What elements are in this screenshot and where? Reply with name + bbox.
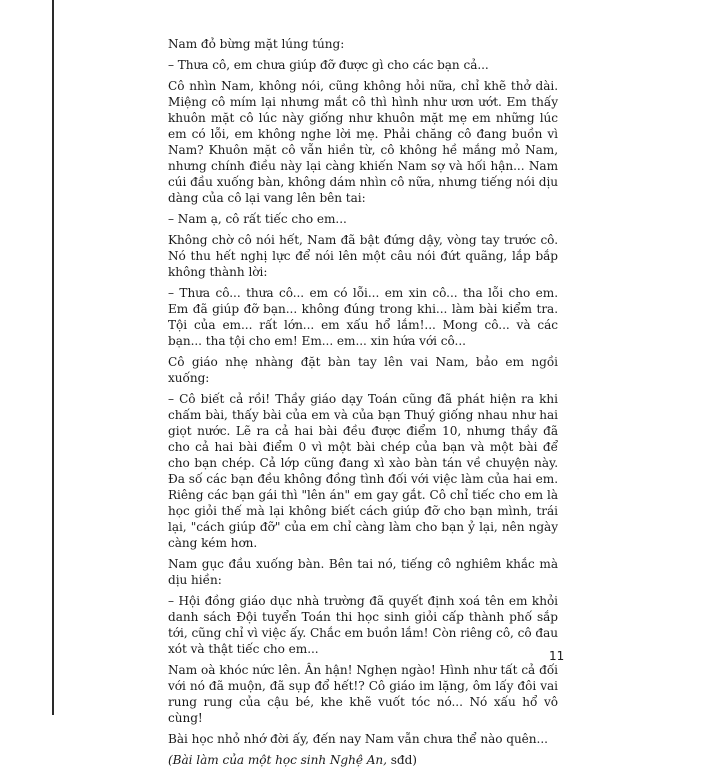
source-citation xyxy=(168,752,558,768)
paragraph: Bài học nhỏ nhớ đời ấy, đến nay Nam vẫn chưa thể nào quên... xyxy=(168,732,548,746)
paragraph: – Cô biết cả rồi! Thầy giáo dạy Toán cũng đã phát hiện ra khi chấm bài, thấy bài của em và của bạn Thuý giống nhau như hai giọt nước. Lẽ ra cả hai bài đều được điểm 10, nhưng thầy đã cho cả hai bài điểm 0 vì một bài chép của bạn và một bài để cho bạn chép. Cả lớp cũng đang xì xào bàn tán về chuyện này. Đa số các bạn đều không đồng tình đối với việc làm của hai em. Riêng các bạn gái thì "lên án" em gay gắt. Cô chỉ tiếc cho em là học giỏi thế mà lại không biết cách giúp đỡ cho bạn mình, trái lại, "cách giúp đỡ" của em chỉ càng làm cho bạn ỷ lại, nên ngày càng kém hơn. xyxy=(168,392,558,550)
book-spine xyxy=(52,0,54,715)
paragraph: – Thưa cô... thưa cô... em có lỗi... em xin cô... tha lỗi cho em. Em đã giúp đỡ bạn... không đúng trong khi... làm bài kiểm tra. Tội của em... rất lớn... em xấu hổ lắm!... Mong cô... và các bạn... tha tội cho em! Em... em... xin hứa với cô... xyxy=(168,286,558,348)
paragraph: – Thưa cô, em chưa giúp đỡ được gì cho các bạn cả... xyxy=(168,58,489,72)
paragraph: Cô giáo nhẹ nhàng đặt bàn tay lên vai Nam, bảo em ngồi xuống: xyxy=(168,355,558,385)
paragraph: Không chờ cô nói hết, Nam đã bật đứng dậy, vòng tay trước cô. Nó thu hết nghị lực để nói lên một câu nói đứt quãng, lắp bắp không thành lời: xyxy=(168,233,558,279)
paragraph: Cô nhìn Nam, không nói, cũng không hỏi nữa, chỉ khẽ thở dài. Miệng cô mím lại nhưng mắt cô thì hình như ươn ướt. Em thấy khuôn mặt cô lúc này giống như khuôn mặt mẹ em những lúc em có lỗi, em không nghe lời mẹ. Phải chăng cô đang buồn vì Nam? Khuôn mặt cô vẫn hiền từ, cô không hề mắng mỏ Nam, nhưng chính điều này lại càng khiến Nam sợ và hối hận... Nam cúi đầu xuống bàn, không dám nhìn cô nữa, nhưng tiếng nói dịu dàng của cô lại vang lên bên tai: xyxy=(168,79,558,205)
paragraph: – Hội đồng giáo dục nhà trường đã quyết định xoá tên em khỏi danh sách Đội tuyển Toán thi học sinh giỏi cấp thành phố sắp tới, cũng chỉ vì việc ấy. Chắc em buồn lắm! Còn riêng cô, cô đau xót và thật tiếc cho em... xyxy=(168,594,558,656)
paragraph: Nam đỏ bừng mặt lúng túng: xyxy=(168,37,345,51)
source-citation-tail: sđd) xyxy=(386,753,417,767)
paragraph: Nam oà khóc nức lên. Ân hận! Nghẹn ngào! Hình như tất cả đối với nó đã muộn, đã sụp đổ hết!? Cô giáo im lặng, ôm lấy đôi vai rung rung của cậu bé, khe khẽ vuốt tóc nó... Nó xấu hổ vô cùng! xyxy=(168,663,558,725)
paragraph: Nam gục đầu xuống bàn. Bên tai nó, tiếng cô nghiêm khắc mà dịu hiền: xyxy=(168,557,558,587)
paragraph: – Nam ạ, cô rất tiếc cho em... xyxy=(168,212,347,226)
page-number: 11 xyxy=(549,649,565,663)
source-citation-text: (Bài làm của một học sinh Nghệ An, xyxy=(168,753,387,767)
story-text xyxy=(168,36,558,773)
